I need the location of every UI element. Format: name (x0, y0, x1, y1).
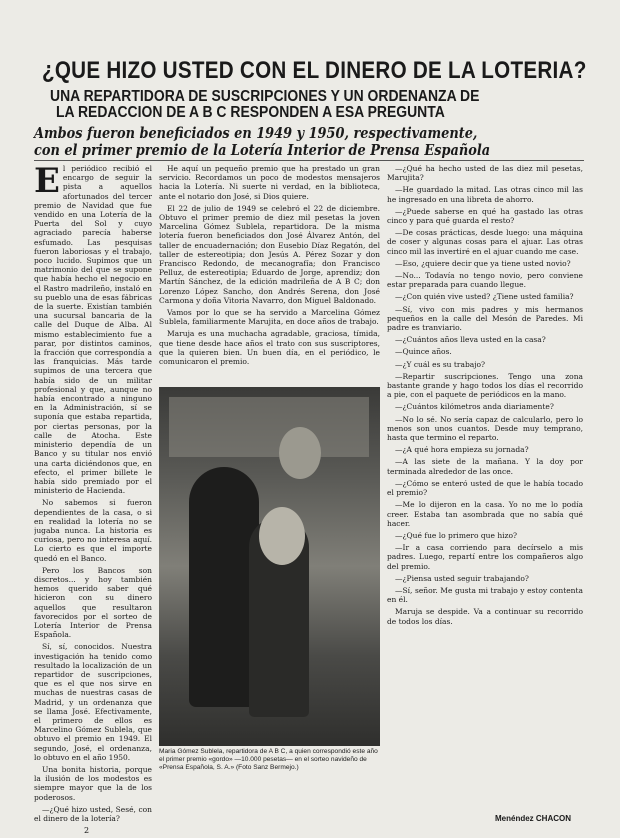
paragraph: —¿Qué ha hecho usted de las diez mil pesetas, Marujita? (387, 164, 583, 183)
paragraph: Vamos por lo que se ha servido a Marcelina Gómez Sublela, familiarmente Marujita, en doce años de trabajo. (159, 308, 380, 327)
paragraph: —¿Puede saberse en qué ha gastado las otras cinco y para qué guarda el resto? (387, 206, 583, 226)
paragraph: —De cosas prácticas, desde luego: una máquina de coser y algunas cosas para el ajuar. Las otras cinco mil las invertiré en el ajuar cuando me case. (387, 228, 583, 256)
drop-cap: E (34, 164, 60, 201)
paragraph: —Quince años. (395, 347, 452, 357)
paragraph: —¿Cuántos años lleva usted en la casa? (395, 335, 546, 345)
photo-face-man (279, 427, 321, 479)
paragraph: —Ir a casa corriendo para decírselo a mis padres. Luego, repartí entre los compañeros algo del premio. (387, 543, 583, 571)
paragraph: —Repartir suscripciones. Tengo una zona bastante grande y hago todos los días el recorrido a pie, con el paquete de periódicos en la mano. (387, 371, 583, 400)
article-column-1 (34, 164, 152, 824)
paragraph: Pero los Bancos son discretos... y hoy también hemos querido saber qué hicieron con su dinero aquellos que resultaron favorecidos por el sorteo de Lotería Interior de Prensa Española. (34, 565, 152, 640)
divider-rule (34, 160, 584, 161)
photo-caption: Maria Gómez Sublela, repartidora de A B C, a quien correspondió este año el primer premio «gordo» —10.000 pesetas— en el sorteo navideño de «Prensa Española, S. A.» (Foto Sanz Bermejo.) (159, 748, 378, 771)
article-column-2 (159, 164, 380, 382)
paragraph: —¿Qué hizo usted, Sesé, con el dinero de la lotería? (34, 804, 152, 824)
article-photo (159, 387, 380, 746)
paragraph: —¿Cómo se enteró usted de que le había tocado el premio? (387, 478, 583, 498)
paragraph: El 22 de julio de 1949 se celebró el 22 de diciembre. Obtuvo el primer premio de diez mil pesetas la joven Marcelina Gómez Sublela, repartidora. De la misma lotería fueron beneficiados don José Álvarez Antón, del taller de encuadernación; don Eusebio Díaz Regatón, del taller de estereotipia; don Jesús A. Pérez Sozar y don Francisco Redondo, de mecanografía; don Francisco Pelluz, de estereotipia; Eduardo de Jorge, aprendiz; don Martín Sánchez, de la edición madrileña de A B C; don Lorenzo López Sancho, don Andrés Serena, don José Carmona y doña Vitoria Navarro, don Miguel Baldonado. (159, 203, 380, 305)
headline: ¿QUE HIZO USTED CON EL DINERO DE LA LOTERIA? (42, 57, 587, 84)
paragraph: Maruja se despide. Va a continuar su recorrido de todos los días. (387, 607, 583, 626)
paragraph: —Me lo dijeron en la casa. Yo no me lo podía creer. Estaba tan asombrada que no sabía qué hacer. (387, 500, 583, 528)
paragraph: —¿Qué fue lo primero que hizo? (395, 530, 518, 540)
paragraph: —¿Piensa usted seguir trabajando? (395, 573, 529, 583)
paragraph: Sí, sí, conocidos. Nuestra investigación ha tenido como resultado la localización de un repartidor de suscripciones, que es el que nos sirve en muchas de nuestras casas de Madrid, y un ordenanza que se llama José. Efectivamente, el primero de ellos es Marcelino Gómez Sublela, que obtuvo el premio en 1949. El segundo, José, el ordenanza, lo obtuvo en el año 1950. (34, 642, 152, 762)
paragraph: —He guardado la mitad. Las otras cinco mil las he ingresado en una libreta de ahorro. (387, 185, 583, 204)
paragraph: —¿Con quién vive usted? ¿Tiene usted familia? (395, 292, 574, 302)
paragraph: —A las siete de la mañana. Y la doy por terminada alrededor de las once. (387, 457, 583, 476)
paragraph: —No lo sé. No sería capaz de calcularlo, pero lo menos son unos cuantos. Desde muy temprano, hasta que termino el reparto. (387, 414, 583, 443)
paragraph: Maruja es una muchacha agradable, graciosa, tímida, que tiene desde hace años el trato con sus suscriptores, que la quieren bien. Un buen día, en el periódico, le comunicaron el premio. (159, 329, 380, 367)
byline: Menéndez CHACON (495, 814, 572, 823)
paragraph: —¿A qué hora empieza su jornada? (395, 445, 529, 455)
paragraph: El periódico recibió el encargo de seguir la pista a aquellos afortunados del tercer premio de Navidad que fue vendido en una Lotería de la Puerta del Sol y cuyo agraciado parecía haberse esfumado. Las pesquisas fueron laboriosas y el trabajo, poco lucido. Supimos que un matrimonio del que se supone que había hecho el negocio en el Rastro madrileño, instaló en su pueblo una de esas fábricas de la suerte. Existían también una sucursal bancaria de la calle del Duque de Alba. Al mismo establecimiento fue a parar, por distintos caminos, la fracción que correspondía a las franquicias. Más tarde supimos de una tercera que había sido de un militar profesional y que, aunque no había encontrado a ninguno en la Administración, sí se suponía que estaba repartida, por ciertas personas, por la calle de Atocha. Este ministerio dependía de un Banco y su titular nos envió una carta diciéndonos que, en efecto, el primer billete le había sido premiado por el ministerio de Hacienda. (34, 164, 152, 496)
subheadline-line-2: LA REDACCION DE A B C RESPONDEN A ESA PREGUNTA (56, 104, 445, 121)
paragraph: He aquí un pequeño premio que ha prestado un gran servicio. Recordamos un poco de modestos mensajeros hacia la Lotería. Ni suerte ni verdad, en la biblioteca, ante el notario don José, si Dios quiere. (159, 164, 380, 201)
subheadline-line-1: UNA REPARTIDORA DE SUSCRIPCIONES Y UN ORDENANZA DE (50, 88, 480, 105)
deck-line-1: Ambos fueron beneficiados en 1949 y 1950, respectivamente, (34, 124, 478, 142)
paragraph: No sabemos si fueron dependientes de la casa, o si en realidad la lotería no se jugaba nunca. La historia es curiosa, pero no interesa aquí. Lo cierto es que el importe quedó en el Banco. (34, 498, 152, 563)
paragraph: Una bonita historia, porque la ilusión de los modestos es siempre mayor que la de los poderosos. (34, 765, 152, 802)
photo-background-panel (169, 397, 369, 457)
paragraph: —Sí, señor. Me gusta mi trabajo y estoy contenta en él. (387, 585, 583, 605)
deck-line-2: con el primer premio de la Lotería Interior de Prensa Española (34, 141, 491, 159)
page-number: 2 (84, 826, 90, 835)
paragraph: —¿Y cuál es su trabajo? (395, 359, 486, 369)
paragraph: —¿Cuántos kilómetros anda diariamente? (395, 402, 554, 412)
paragraph: —Eso, ¿quiere decir que ya tiene usted novio? (395, 258, 571, 268)
paragraph: —No... Todavía no tengo novio, pero conviene estar preparada para cuando llegue. (387, 271, 583, 290)
photo-face-woman (259, 507, 305, 565)
article-column-3 (387, 164, 583, 810)
paragraph: —Sí, vivo con mis padres y mis hermanos pequeños en la calle del Mesón de Paredes. Mi padre es tranviario. (387, 304, 583, 333)
